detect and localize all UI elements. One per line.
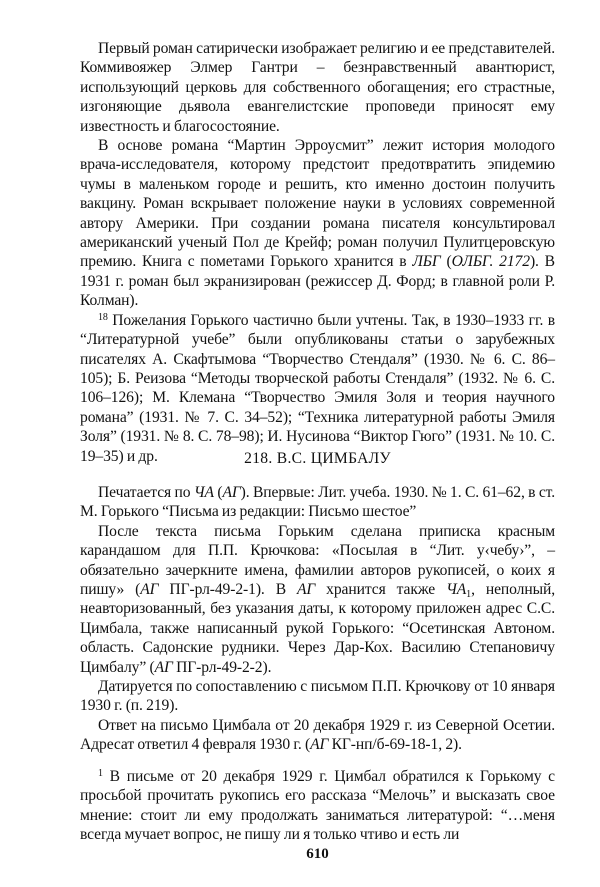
paragraph-postscript: После текста письма Горьким сделана приписка красным карандашом для П.П. Крючкова: «Посылая в “Лит. у‹чебу›”, – обязательно зачеркните имена, фамилии авторов рукописей, о коих я пишу» (АГ ПГ-рл-49-2-1). В АГ хранится также $ЧА_1$, неполный, неавторизованный, без указания даты, к которому приложен адрес С.С. Цимбала, также написанный рукой Горького: “Осетинская Автоном. область. Садонские рудники. Через Дар-Кох. Василию Степановичу Цимбалу” (АГ ПГ-рл-49-2-2). (80, 522, 555, 676)
paragraph-reply: Ответ на письмо Цимбала от 20 декабря 1929 г. из Северной Осетии. Адресат ответил 4 февраля 1930 г. (АГ КГ-нп/б-69-18-1, 2). (80, 716, 555, 754)
commentary-block-letter-218 (80, 483, 555, 844)
paragraph-arrowsmith: В основе романа “Мартин Эрроусмит” лежит история молодого врача-исследователя, которому предстоит предотвратить эпидемию чумы в маленьком городе и решить, кто именно достоин получить вакцину. Роман вскрывает положение науки в условиях современной автору Америки. При создании романа писателя консультировал американский ученый Пол де Крейф; роман получил Пулитцеровскую премию. Книга с пометами Горького хранится в ЛБГ (ОЛБГ. 2172). В 1931 г. роман был экранизирован (режиссер Д. Форд; в главной роли Р. Колман). (80, 137, 555, 310)
paragraph-source: Печатается по ЧА (АГ). Впервые: Лит. учеба. 1930. № 1. С. 61–62, в ст. М. Горького “Письма из редакции: Письмо шестое” (80, 484, 555, 521)
footnote-1: $^1$ В письме от 20 декабря 1929 г. Цимбал обратился к Горькому с просьбой прочитать рукопись его рассказа “Мелочь” и высказать свое мнение: стоит ли ему продолжать заниматься литературой: “…меня всегда мучает вопрос, не пишу ли я только чтиво и есть ли (80, 767, 555, 843)
footnote-18: $^{18}$ Пожелания Горького частично были учтены. Так, в 1930–1933 гг. в “Литературной учебе” были опубликованы статьи о зарубежных писателях А. Скафтымова “Творчество Стендаля” (1930. № 6. С. 86–105); Б. Реизова “Методы творческой работы Стендаля” (1932. № 6. С. 106–126); М. Клемана “Творчество Эмиля Золя и теория научного романа” (1931. № 7. С. 34–52); “Техника литературной работы Эмиля Золя” (1931. № 8. С. 78–98); И. Нусинова “Виктор Гюго” (1931. № 10. С. 19–35) и др. (80, 311, 555, 465)
page-number: 610 (306, 846, 329, 862)
footnote-marker: 1 (98, 767, 103, 779)
commentary-block-top (80, 39, 555, 466)
paragraph-elmer-gantry: Первый роман сатирически изображает религию и ее представителей. Коммивояжер Элмер Гантри – безнравственный авантюрист, использующий церковь для собственного обогащения; его страстные, изгоняющие дьявола евангелистские проповеди приносят ему известность и благосостояние. (80, 40, 555, 135)
footnote-marker: 18 (98, 311, 108, 323)
paragraph-dating: Датируется по сопоставлению с письмом П.П. Крючкову от 10 января 1930 г. (п. 219). (80, 678, 555, 715)
section-heading: 218. В.С. ЦИМБАЛУ (244, 450, 391, 467)
